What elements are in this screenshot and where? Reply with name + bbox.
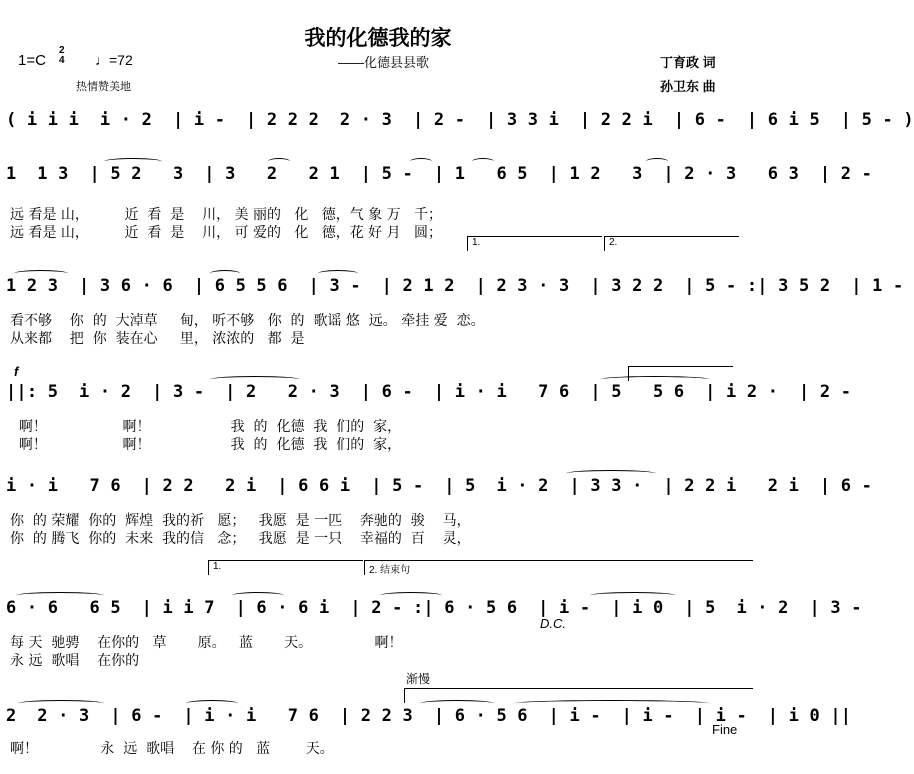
lyric-line-1: 看不够 你 的 大淖草 甸， 听不够 你 的 歌谣 悠 远。 牵挂 爱 恋。 bbox=[10, 313, 485, 329]
volta-first: 1. bbox=[208, 560, 363, 575]
forte-mark: f bbox=[14, 364, 19, 379]
notation-line: i · i 7 6 | 2 2 2 i | 6 6 i | 5 - | 5 i · 2 | 3 3 · | 2 2 i 2 i | 6 - bbox=[6, 476, 873, 496]
lyric-line-2: 啊！ 啊！ 我 的 化德 我 们的 家， bbox=[10, 437, 402, 453]
fine-mark: Fine bbox=[712, 722, 738, 737]
expression-marking: 热情赞美地 bbox=[76, 81, 131, 93]
volta-second-ending: 2. 结束句 bbox=[364, 560, 753, 575]
lyric-line-2: 你 的 腾飞 你的 未来 我的信 念； 我愿 是 一只 幸福的 百 灵， bbox=[10, 531, 471, 547]
notation-line: ( i i i i · 2 | i - | 2 2 2 2 · 3 | 2 - | 3 3 i | 2 2 i | 6 - | 6 i 5 | 5 - ) bbox=[6, 110, 914, 130]
song-subtitle: ——化德县县歌 bbox=[338, 55, 430, 70]
notation-line: 6 · 6 6 5 | i i 7 | 6 · 6 i | 2 - :| 6 · 5 6 | i - | i 0 | 5 i · 2 | 3 - bbox=[6, 598, 862, 618]
lyric-line-1: 远 看是 山， 近 看 是 川， 美 丽的 化 德，气 象 万 千； bbox=[10, 207, 442, 223]
volta-second: 2. bbox=[604, 236, 739, 251]
notation-line: 1 2 3 | 3 6 · 6 | 6 5 5 6 | 3 - | 2 1 2 | 2 3 · 3 | 3 2 2 | 5 - :| 3 5 2 | 1 - bbox=[6, 276, 904, 296]
dc-mark: D.C. bbox=[540, 616, 566, 631]
lyric-line-1: 你 的 荣耀 你的 辉煌 我的祈 愿； 我愿 是 一匹 奔驰的 骏 马， bbox=[10, 513, 471, 529]
notation-line: 2 2 · 3 | 6 - | i · i 7 6 | 2 2 3 | 6 · 5 6 | i - | i - | i - | i 0 || bbox=[6, 706, 852, 726]
notation-line: ||: 5 i · 2 | 3 - | 2 2 · 3 | 6 - | i · i 7 6 | 5 5 6 | i 2 · | 2 - bbox=[6, 382, 852, 402]
song-title: 我的化德我的家 bbox=[304, 25, 452, 50]
volta-first: 1. bbox=[467, 236, 602, 251]
lyric-line-2: 从来都 把 你 装在心 里， 浓浓的 都 是 bbox=[10, 331, 305, 347]
tempo-marking: ♩=72 bbox=[95, 52, 133, 68]
key-signature: 1=C bbox=[18, 52, 46, 69]
ritardando-mark: 渐慢 bbox=[406, 672, 431, 686]
time-signature: 2 4 bbox=[59, 45, 65, 66]
lyricist-credit: 丁育政 词 bbox=[660, 55, 716, 70]
lyric-line-1: 啊！ 永 远 歌唱 在 你 的 蓝 天。 bbox=[10, 741, 334, 757]
lyric-line-1: 每 天 驰骋 在你的 草 原。 蓝 天。 啊！ bbox=[10, 635, 403, 651]
notation-line: 1 1 3 | 5 2 3 | 3 2 2 1 | 5 - | 1 6 5 | 1 2 3 | 2 · 3 6 3 | 2 - bbox=[6, 164, 873, 184]
composer-credit: 孙卫东 曲 bbox=[660, 79, 716, 94]
lyric-line-2: 远 看是 山， 近 看 是 川， 可 爱的 化 德，花 好 月 圆； bbox=[10, 225, 442, 241]
lyric-line-1: 啊！ 啊！ 我 的 化德 我 们的 家， bbox=[10, 419, 402, 435]
volta-measure bbox=[628, 366, 733, 381]
lyric-line-2: 永 远 歌唱 在你的 bbox=[10, 653, 140, 669]
